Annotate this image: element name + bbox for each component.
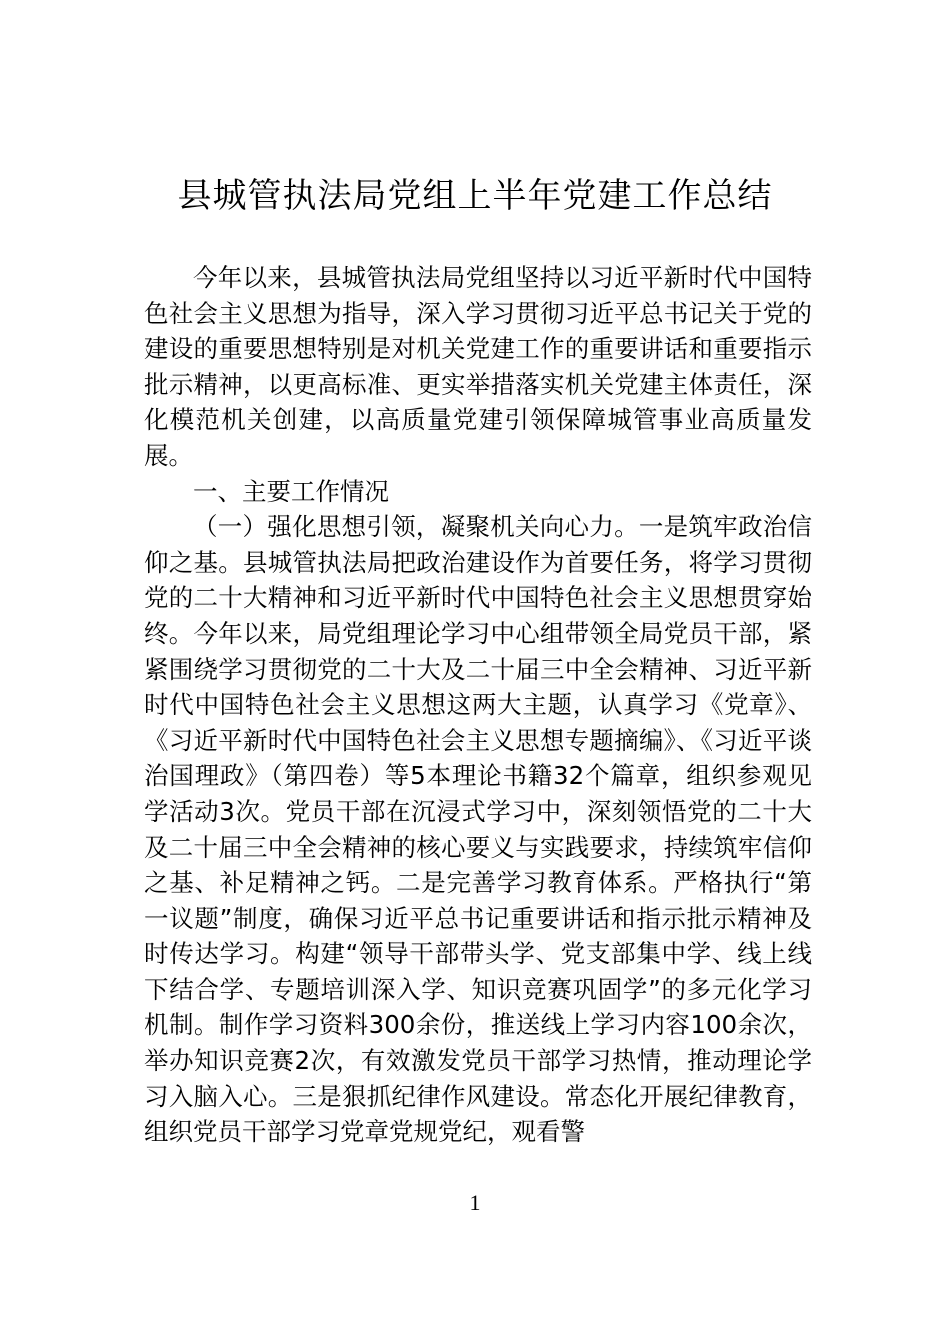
section-heading: 一、主要工作情况 xyxy=(193,476,389,506)
intro-paragraph: 今年以来，县城管执法局党组坚持以习近平新时代中国特色社会主义思想为指导，深入学习贯彻习近平总书记关于党的建设的重要思想特别是对机关党建工作的重要讲话和重要指示批示精神，以更高标准、更实举措落实机关党建主体责任，深化模范机关创建，以高质量党建引领保障城管事业高质量发展。 xyxy=(144,263,812,470)
body-paragraph: （一）强化思想引领，凝聚机关向心力。一是筑牢政治信仰之基。县城管执法局把政治建设作为首要任务，将学习贯彻党的二十大精神和习近平新时代中国特色社会主义思想贯穿始终。今年以来，局党组理论学习中心组带领全局党员干部，紧紧围绕学习贯彻党的二十大及二十届三中全会精神、习近平新时代中国特色社会主义思想这两大主题，认真学习《党章》、《习近平新时代中国特色社会主义思想专题摘编》、《习近平谈治国理政》（第四卷）等5本理论书籍32个篇章，组织参观见学活动3次。党员干部在沉浸式学习中，深刻领悟党的二十大及二十届三中全会精神的核心要义与实践要求，持续筑牢信仰之基、补足精神之钙。二是完善学习教育体系。严格执行“第一议题”制度，确保习近平总书记重要讲话和指示批示精神及时传达学习。构建“领导干部带头学、党支部集中学、线上线下结合学、专题培训深入学、知识竞赛巩固学”的多元化学习机制。制作学习资料300余份，推送线上学习内容100余次，举办知识竞赛2次，有效激发党员干部学习热情，推动理论学习入脑入心。三是狠抓纪律作风建设。常态化开展纪律教育，组织党员干部学习党章党规党纪，观看警 xyxy=(144,512,812,1147)
document-title: 县城管执法局党组上半年党建工作总结 xyxy=(177,176,773,216)
page-number: 1 xyxy=(469,1190,481,1215)
document-body xyxy=(144,260,812,1150)
